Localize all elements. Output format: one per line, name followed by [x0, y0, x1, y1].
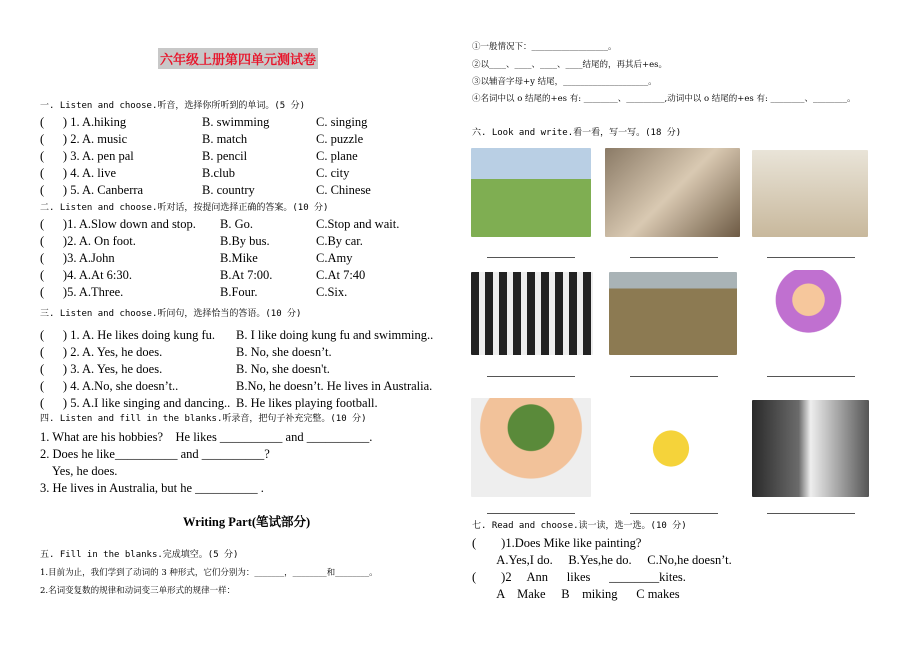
question-option-a: ( ) 5. A. Canberra	[40, 183, 144, 197]
question-option-c: C. puzzle	[316, 132, 364, 146]
question-option-a: ( ) 3. A. Yes, he does.	[40, 362, 163, 376]
answer-blank[interactable]	[487, 513, 575, 514]
question-line: ( )1.Does Mike like painting?	[472, 536, 642, 550]
question-option-b: B. No, she doesn't.	[236, 362, 330, 376]
crossword-puzzle-image	[471, 272, 593, 355]
section-5-heading: 五. Fill in the blanks.完成填空。(5 分)	[40, 550, 239, 560]
question-option-b: B.Mike	[220, 251, 258, 265]
question-option-a: ( )1. A.Slow down and stop.	[40, 217, 196, 231]
question-option-b: B.Four.	[220, 285, 258, 299]
kung-fu-photo	[752, 400, 869, 497]
fill-line: 2.名词变复数的规律和动词变三单形式的规律一样：	[40, 586, 236, 596]
question-option-c: C.Six.	[316, 285, 348, 299]
question-option-a: ( ) 1. A. He likes doing kung fu.	[40, 328, 215, 342]
answer-blank[interactable]	[630, 513, 718, 514]
section-1-heading: 一. Listen and choose.听音，选择你所听到的单词。(5 分)	[40, 101, 306, 111]
question-option-b: B. I like doing kung fu and swimming..	[236, 328, 434, 342]
fill-line: 1. What are his hobbies? He likes __________ and __________.	[40, 430, 373, 444]
children-cooking-photo	[605, 148, 740, 237]
question-option-a: ( ) 3. A. pen pal	[40, 149, 134, 163]
question-option-a: ( ) 2. A. Yes, he does.	[40, 345, 163, 359]
question-option-c: C. Chinese	[316, 183, 371, 197]
question-option-c: C.At 7:40	[316, 268, 366, 282]
rule-line: ①一般情况下：__________________。	[472, 42, 617, 52]
section-6-heading: 六. Look and write.看一看，写一写。(18 分)	[472, 128, 682, 138]
question-option-b: B.By bus.	[220, 234, 270, 248]
question-option-a: ( ) 5. A.I like singing and dancing..	[40, 396, 231, 410]
question-option-b: B.At 7:00.	[220, 268, 273, 282]
question-option-c: C. plane	[316, 149, 358, 163]
singing-boy-cartoon	[471, 398, 591, 497]
section-7-heading: 七. Read and choose.读一读，选一选。(10 分)	[472, 521, 687, 531]
question-option-a: ( ) 1. A.hiking	[40, 115, 127, 129]
answer-blank[interactable]	[630, 257, 718, 258]
question-option-a: ( ) 2. A. music	[40, 132, 128, 146]
fill-line: Yes, he does.	[40, 464, 118, 478]
question-option-c: C.Stop and wait.	[316, 217, 400, 231]
answer-blank[interactable]	[767, 513, 855, 514]
question-option-a: ( )4. A.At 6:30.	[40, 268, 133, 282]
fill-line: 3. He lives in Australia, but he __________ .	[40, 481, 264, 495]
question-option-a: ( ) 4. A. live	[40, 166, 117, 180]
rule-line: ④名词中以 o 结尾的+es 有: ________、_________,动词中以 o 结尾的+es 有: ________、________。	[472, 94, 856, 104]
question-option-b: B. country	[202, 183, 255, 197]
question-option-b: B. pencil	[202, 149, 248, 163]
question-option-b: B. match	[202, 132, 248, 146]
writing-part-heading: Writing Part(笔试部分)	[183, 515, 311, 529]
question-option-b: B. Go.	[220, 217, 253, 231]
question-option-a: ( )3. A.John	[40, 251, 115, 265]
answer-blank[interactable]	[630, 376, 718, 377]
question-option-c: C. singing	[316, 115, 368, 129]
rule-line: ②以____、____、____、____结尾的，再其后+es。	[472, 60, 668, 70]
question-option-c: C.By car.	[316, 234, 363, 248]
writing-worksheet-photo	[752, 150, 868, 237]
question-option-c: C. city	[316, 166, 350, 180]
question-option-a: ( ) 4. A.No, she doesn’t..	[40, 379, 179, 393]
question-option-c: C.Amy	[316, 251, 353, 265]
answer-blank[interactable]	[487, 257, 575, 258]
hiking-group-photo	[609, 272, 737, 355]
page-title: 六年级上册第四单元测试卷	[158, 48, 318, 69]
section-3-heading: 三. Listen and choose.听问句，选择恰当的答语。(10 分)	[40, 309, 302, 319]
fill-line: 1.目前为止，我们学到了动词的 3 种形式，它们分别为：_______，________和________。	[40, 568, 378, 578]
question-line: A Make B miking C makes	[472, 587, 680, 601]
family-reading-photo	[471, 148, 591, 237]
question-option-a: ( )5. A.Three.	[40, 285, 124, 299]
fill-line: 2. Does he like__________ and __________?	[40, 447, 270, 461]
section-2-heading: 二. Listen and choose.听对话，按提问选择正确的答案。(10 分)	[40, 203, 329, 213]
rule-line: ③以辅音字母+y 结尾，____________________。	[472, 77, 657, 87]
question-option-b: B.No, he doesn’t. He lives in Australia.	[236, 379, 433, 393]
question-option-b: B.club	[202, 166, 235, 180]
question-line: ( )2 Ann likes ________kites.	[472, 570, 686, 584]
question-option-b: B. swimming	[202, 115, 270, 129]
question-line: A.Yes,I do. B.Yes,he do. C.No,he doesn’t.	[472, 553, 732, 567]
question-option-a: ( )2. A. On foot.	[40, 234, 136, 248]
answer-blank[interactable]	[767, 257, 855, 258]
question-option-b: B. He likes playing football.	[236, 396, 378, 410]
answer-blank[interactable]	[487, 376, 575, 377]
answer-blank[interactable]	[767, 376, 855, 377]
dancing-girl-cartoon	[762, 270, 855, 355]
question-option-b: B. No, she doesn’t.	[236, 345, 332, 359]
football-cartoon	[637, 400, 705, 497]
section-4-heading: 四. Listen and fill in the blanks.听录音，把句子补充完整。(10 分)	[40, 414, 367, 424]
